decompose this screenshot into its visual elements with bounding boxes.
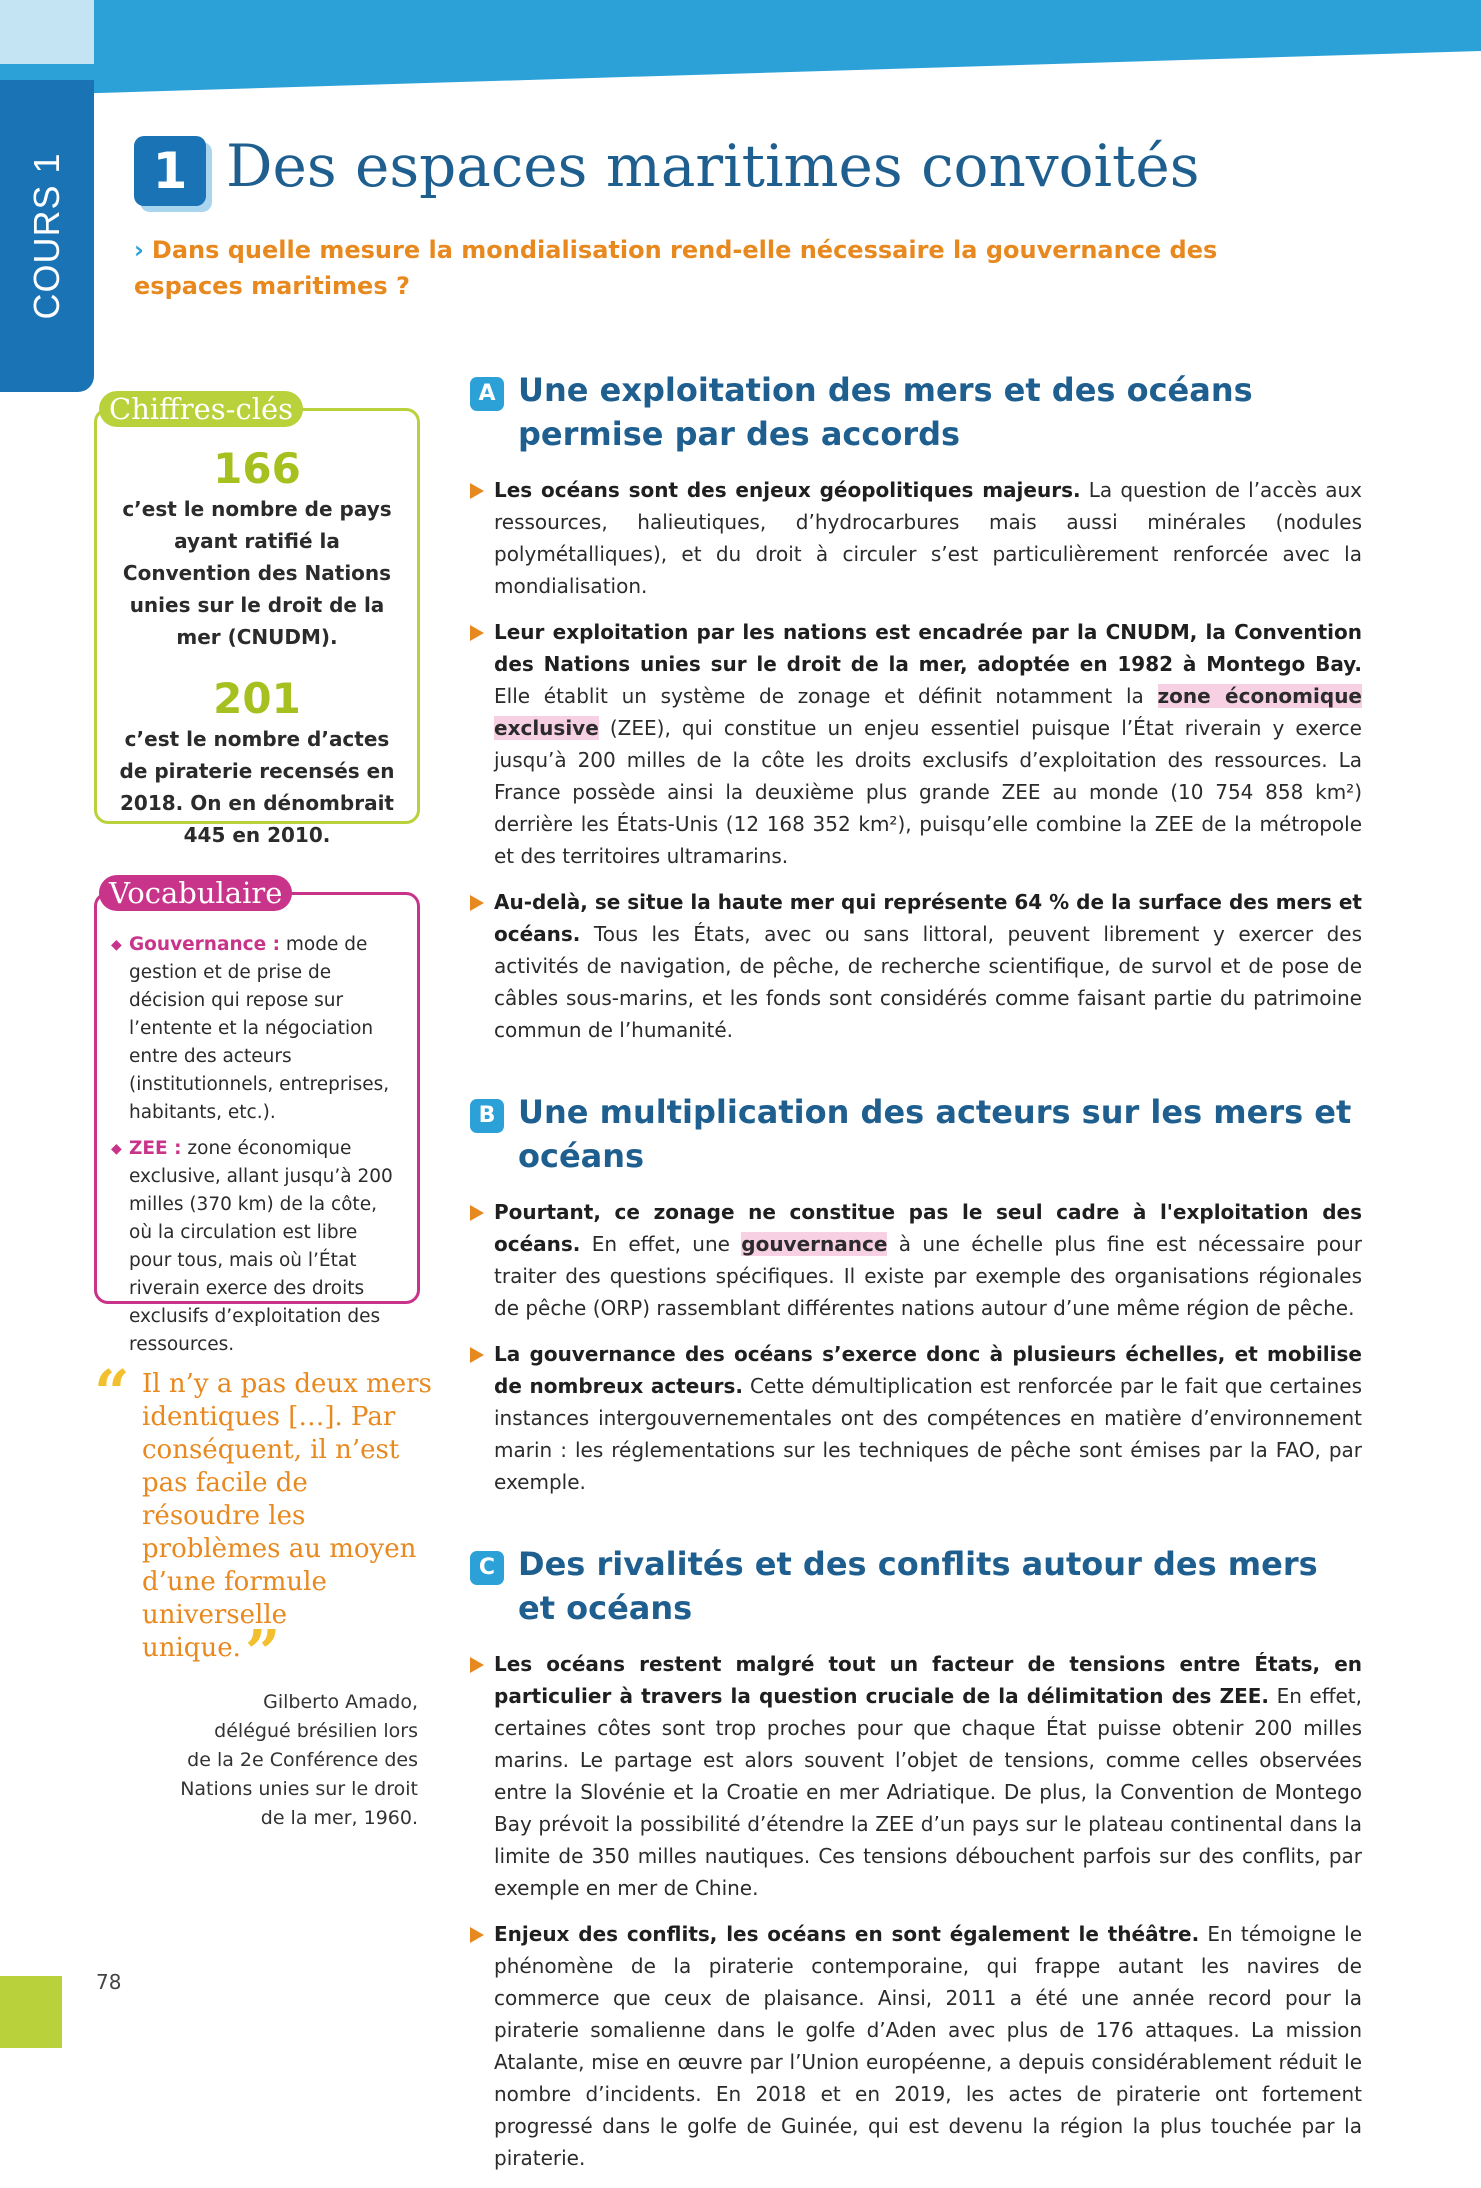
paragraph-bullet-icon [470, 1347, 484, 1363]
page-number: 78 [96, 1970, 122, 1994]
quote-author-line: délégué brésilien lors [214, 1720, 418, 1742]
section-b-heading [470, 1090, 1362, 1178]
section-letter-badge: B [470, 1099, 504, 1133]
glossary-highlight: gouvernance [741, 1232, 888, 1256]
vocabulary-term: Gouvernance : [129, 934, 280, 955]
section-title: Une multiplication des acteurs sur les mers et océans [518, 1093, 1352, 1175]
key-figure-number: 166 [213, 444, 301, 493]
paragraph-bullet-icon [470, 895, 484, 911]
vocabulary-definition: zone économique exclusive, allant jusqu’à 200 milles (370 km) de la côte, où la circulation est libre pour tous, mais où l’État riverain exerce des droits exclusifs d’exploitation des ressources. [129, 1138, 393, 1355]
top-banner [0, 0, 1481, 96]
quote-author-line: de la 2e Conférence des [187, 1749, 418, 1771]
section-title: Des rivalités et des conflits autour des mers et océans [518, 1545, 1318, 1627]
key-figure-number: 201 [213, 674, 301, 723]
paragraph: Enjeux des conflits, les océans en sont également le théâtre. En témoigne le phénomène de la piraterie contemporaine, qui frappe autant les navires de commerce que ceux de plaisance. Ainsi, 2011 a été une année record pour la piraterie somalienne dans le golfe d’Aden avec plus de 176 attaques. La mission Atalante, mise en œuvre par l’Union européenne, a depuis considérablement réduit le nombre d’incidents. En 2018 et en 2019, les actes de piraterie ont fortement progressé dans le golfe de Guinée, qui est devenu la région la plus touchée par la piraterie. [470, 1918, 1362, 2174]
section-letter-badge: A [470, 377, 504, 411]
key-figure-text: c’est le nombre d’actes de piraterie recensés en 2018. On en dénombrait 445 en 2010. [119, 727, 395, 847]
key-figure-text: c’est le nombre de pays ayant ratifié la Convention des Nations unies sur le droit de la mer (CNUDM). [122, 497, 392, 649]
diamond-bullet-icon: ◆ [111, 1141, 122, 1157]
top-left-block [0, 0, 94, 64]
key-figures-box [94, 392, 420, 847]
glossary-highlight: zone économique exclusive [494, 684, 1362, 740]
section-title: Une exploitation des mers et des océans permise par des accords [518, 371, 1253, 453]
vocabulary-box [94, 876, 420, 1355]
paragraph: La gouvernance des océans s’exerce donc à plusieurs échelles, et mobilise de nombreux acteurs. Cette démultiplication est renforcée par le fait que certaines instances intergouvernementales ont des compétences en matière d’environnement marin : les réglementations sur les techniques de pêche sont émises par la FAO, par exemple. [470, 1338, 1362, 1498]
paragraph: Les océans restent malgré tout un facteur de tensions entre États, en particulier à travers la question cruciale de la délimitation des ZEE. En effet, certaines côtes sont trop proches pour que chaque État puisse obtenir 200 milles marins. Le partage est alors souvent l’objet de tensions, comme celles observées entre la Slovénie et la Croatie en mer Adriatique. De plus, la Convention de Montego Bay prévoit la possibilité d’étendre la ZEE d’un pays sur le plateau continental dans la limite de 350 milles nautiques. Ces tensions débouchent parfois sur des conflits, par exemple en mer de Chine. [470, 1648, 1362, 1904]
bottom-tab [0, 1976, 62, 2048]
paragraph-bullet-icon [470, 1927, 484, 1943]
vocabulary-label: Vocabulaire [99, 875, 292, 911]
chapter-number: 1 [134, 136, 206, 206]
vocabulary-list [97, 931, 417, 1359]
vocabulary-term: ZEE : [129, 1138, 182, 1159]
vocabulary-item [111, 1135, 403, 1359]
paragraph-bullet-icon [470, 625, 484, 641]
diamond-bullet-icon: ◆ [111, 937, 122, 953]
chevron-right-icon: › [134, 236, 144, 264]
paragraph-bullet-icon [470, 1657, 484, 1673]
cours-tab-label: COURS 1 [26, 152, 67, 320]
close-quote-icon: ” [244, 1616, 281, 1689]
open-quote-icon: “ [94, 1356, 130, 1429]
page-title: Des espaces maritimes convoités [226, 132, 1200, 200]
key-figures-label: Chiffres-clés [99, 391, 303, 427]
paragraph-bullet-icon [470, 1205, 484, 1221]
quote-author [0, 1688, 418, 1833]
section-c-heading [470, 1542, 1362, 1630]
vocabulary-definition: mode de gestion et de prise de décision qui repose sur l’entente et la négociation entre des acteurs (institutionnels, entreprises, habitants, etc.). [129, 934, 390, 1123]
paragraph: Pourtant, ce zonage ne constitue pas le seul cadre à l'exploitation des océans. En effet, une gouvernance à une échelle plus fine est nécessaire pour traiter des questions spécifiques. Il existe par exemple des organisations régionales de pêche (ORP) rassemblant différentes nations autour d’une même région de pêche. [470, 1196, 1362, 1324]
section-letter-badge: C [470, 1551, 504, 1585]
quote-author-line: de la mer, 1960. [260, 1807, 418, 1829]
quote-author-line: Nations unies sur le droit [180, 1778, 418, 1800]
paragraph-bullet-icon [470, 483, 484, 499]
main-content [470, 368, 1362, 2188]
section-a-heading [470, 368, 1362, 456]
guiding-question: › Dans quelle mesure la mondialisation rend-elle nécessaire la gouvernance des espaces maritimes ? [134, 236, 1218, 300]
quote-block [94, 1356, 432, 1689]
vocabulary-item [111, 931, 403, 1127]
paragraph: Au-delà, se situe la haute mer qui représente 64 % de la surface des mers et océans. Tous les États, avec ou sans littoral, peuvent librement y exercer des activités de navigation, de pêche, de recherche scientifique, de survol et de pose de câbles sous-marins, et les fonds sont considérés comme faisant partie du patrimoine commun de l’humanité. [470, 886, 1362, 1046]
paragraph: Leur exploitation par les nations est encadrée par la CNUDM, la Convention des Nations unies sur le droit de la mer, adoptée en 1982 à Montego Bay. Elle établit un système de zonage et définit notamment la zone économique exclusive (ZEE), qui constitue un enjeu essentiel puisque l’État riverain y exerce jusqu’à 200 milles de la côte les droits exclusifs d’exploitation des ressources. La France possède ainsi la deuxième plus grande ZEE au monde (10 754 858 km²) derrière les États-Unis (12 168 352 km²), puisqu’elle combine la ZEE de la métropole et des territoires ultramarins. [470, 616, 1362, 872]
quote-author-line: Gilberto Amado, [263, 1691, 418, 1713]
quote-text: Il n’y a pas deux mers identiques […]. Par conséquent, il n’est pas facile de résoudre les problèmes au moyen d’une formule universelle unique.” [142, 1369, 432, 1689]
paragraph: Les océans sont des enjeux géopolitiques majeurs. La question de l’accès aux ressources, halieutiques, d’hydrocarbures mais aussi minérales (nodules polymétalliques), et du droit à circuler s’est particulièrement renforcée avec la mondialisation. [470, 474, 1362, 602]
